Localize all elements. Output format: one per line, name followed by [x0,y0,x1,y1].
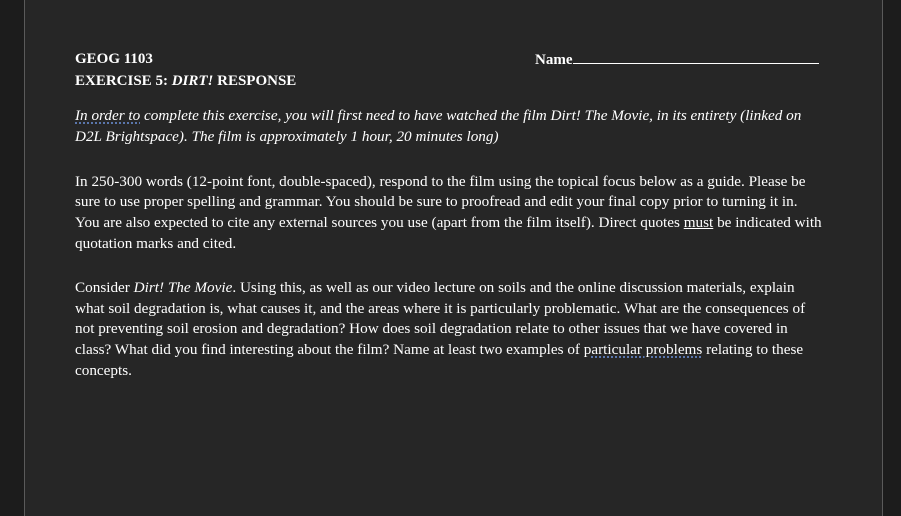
intro-paragraph [75,106,825,148]
must-emphasis: must [683,214,714,232]
name-blank-line [573,48,819,64]
exercise-film-title: DIRT! [171,73,214,89]
header-row [75,48,825,70]
grammar-flag-in-order-to[interactable]: In order to [75,107,141,124]
exercise-title [75,70,825,92]
prompt-text: . Using this, as well as our video lecture on soils and the online discussion materials, explain what soil degradation is, what causes it, and the areas where it is particularly problematic. What are the consequences of not preventing soil erosion and degradation? How does soil degradation relate to other issues that we have covered in class? What did you find interesting about the film? Name at least two examples of [75,278,806,359]
instructions-end: be indicated with quotation marks and cited. [75,214,822,252]
prompt-end: relating to these concepts. [75,341,804,379]
prompt-lead: Consider [75,278,134,296]
document-body [75,48,825,382]
name-label: Name [535,52,573,68]
exercise-prefix: EXERCISE 5: [75,73,172,89]
prompt-paragraph [75,278,825,382]
course-code: GEOG 1103 [75,51,153,67]
document-page [24,0,883,516]
film-title: Dirt! The Movie [133,278,233,296]
intro-text: complete this exercise, you will first need to have watched the film Dirt! The Movie, in its entirety (linked on D2L Brightspace). The film is approximately 1 hour, 20 minutes long) [75,107,802,145]
exercise-suffix: RESPONSE [213,73,297,89]
instructions-text: In 250-300 words (12-point font, double-spaced), respond to the film using the topical focus below as a guide. Please be sure to use proper spelling and grammar. You should be sure to proofread and edit your final copy prior to turning it in. You are also expected to cite any external sources you use (apart from the film itself). Direct quotes [75,172,806,232]
name-field [535,48,819,71]
instructions-paragraph [75,172,825,255]
grammar-flag-particular-problems[interactable]: particular problems [583,341,703,359]
